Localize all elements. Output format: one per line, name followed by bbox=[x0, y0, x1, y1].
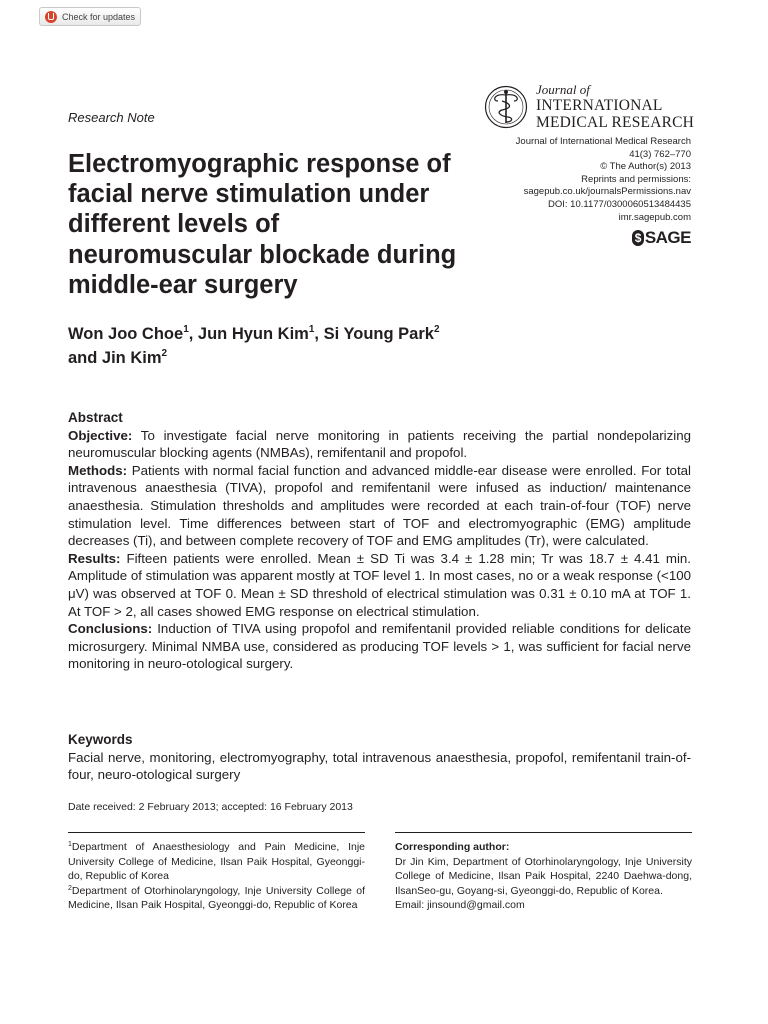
author-name[interactable]: Jun Hyun Kim bbox=[197, 325, 309, 343]
crossmark-icon bbox=[45, 11, 57, 23]
abstract-heading: Abstract bbox=[68, 410, 123, 425]
publication-info bbox=[516, 136, 691, 224]
volume-pages: 41(3) 762–770 bbox=[629, 148, 691, 160]
abstract-conclusions bbox=[68, 620, 691, 673]
abstract-label: Methods: bbox=[68, 462, 128, 478]
copyright: © The Author(s) 2013 bbox=[600, 161, 691, 173]
author-separator: , bbox=[188, 325, 198, 343]
author-affiliation-mark: 1 bbox=[308, 324, 315, 335]
publisher-name: SAGE bbox=[644, 228, 691, 247]
affiliation-item bbox=[68, 884, 365, 913]
author-name[interactable]: Jin Kim bbox=[101, 349, 162, 367]
affiliation-text: Department of Otorhinolaryngology, Inje University College of Medicine, Ilsan Paik Hospital, Gyeonggi-do, Republic of Korea bbox=[68, 884, 365, 912]
keywords-heading: Keywords bbox=[68, 732, 133, 747]
corresponding-rule bbox=[395, 832, 692, 833]
caduceus-emblem-icon bbox=[484, 85, 528, 129]
author-affiliation-mark: 2 bbox=[433, 324, 440, 335]
journal-site-link[interactable]: imr.sagepub.com bbox=[618, 211, 691, 223]
affiliation-number: 1 bbox=[68, 841, 72, 848]
author-affiliation-mark: 1 bbox=[183, 324, 189, 335]
abstract bbox=[68, 409, 691, 673]
abstract-label: Results: bbox=[68, 550, 121, 566]
article-title: Electromyographic response of facial nerve stimulation under different levels of neuromuscular blockade during middle-ear surgery bbox=[68, 150, 457, 299]
abstract-text: Induction of TIVA using propofol and remifentanil provided reliable conditions for delicate microsurgery. Minimal NMBA use, considered as producing TOF levels > 1, was sufficient for facial nerve monitoring in neuro-otological surgery. bbox=[68, 621, 691, 672]
abstract-text: Fifteen patients were enrolled. Mean ± SD Ti was 3.4 ± 1.28 min; Tr was 18.7 ± 4.41 min. Amplitude of stimulation was apparent mostly at TOF level 1. In most cases, no or a weak response (<100 μV) was observed at TOF 0. Mean ± SD threshold of electrical stimulation was 0.31 ± 0.10 mA at TOF 1. At TOF > 2, all cases showed EMG response on electrical stimulation. bbox=[68, 550, 691, 619]
abstract-label: Conclusions: bbox=[68, 621, 153, 637]
reprints-label: Reprints and permissions: bbox=[581, 173, 691, 185]
check-for-updates-label: Check for updates bbox=[62, 11, 136, 22]
journal-logo bbox=[484, 82, 694, 134]
author-name[interactable]: Si Young Park bbox=[323, 325, 434, 343]
corresponding-author bbox=[395, 840, 692, 913]
abstract-text: Patients with normal facial function and advanced middle-ear disease were enrolled. For total intravenous anaesthesia (TIVA), propofol and remifentanil were infused as induction/ maintenance anaesthesia. Stimulation thresholds and amplitudes were recorded at each train-of-four (TOF) nerve stimulation level. Time differences between start of TOF and electromyographic (EMG) amplitude decreases (Ti), and between complete recovery of TOF and EMG amplitudes (Tr), were calculated. bbox=[68, 462, 691, 549]
affiliations-rule bbox=[68, 832, 365, 833]
keywords-text: Facial nerve, monitoring, electromyography, total intravenous anaesthesia, propofol, remifentanil train-of-four, neuro-otological surgery bbox=[68, 749, 691, 783]
journal-logo-line2: INTERNATIONAL bbox=[536, 97, 663, 114]
journal-logo-line1: Journal of bbox=[536, 82, 590, 97]
doi[interactable]: DOI: 10.1177/0300060513484435 bbox=[548, 198, 691, 210]
abstract-results bbox=[68, 550, 691, 620]
author-affiliation-mark: 2 bbox=[161, 348, 168, 359]
sage-logo bbox=[632, 228, 691, 248]
corresponding-heading: Corresponding author: bbox=[395, 841, 510, 853]
author-name[interactable]: Won Joo Choe bbox=[68, 325, 184, 343]
journal-logo-line3: MEDICAL RESEARCH bbox=[536, 114, 695, 131]
author-list bbox=[68, 322, 548, 370]
author-separator: , bbox=[314, 325, 324, 343]
abstract-label: Objective: bbox=[68, 427, 133, 443]
corresponding-address: Dr Jin Kim, Department of Otorhinolaryngology, Inje University College of Medicine, Ilsan Paik Hospital, 2240 Daehwa-dong, IlsanSeo-gu, Goyang-si, Gyeonggi-do, Republic of Korea. bbox=[395, 855, 692, 897]
affiliation-item bbox=[68, 840, 365, 884]
abstract-text: To investigate facial nerve monitoring in patients receiving the partial nondepolarizing neuromuscular blocking agents (NMBAs), remifentanil and propofol. bbox=[68, 427, 691, 461]
abstract-objective bbox=[68, 427, 691, 462]
check-for-updates-button[interactable] bbox=[39, 7, 141, 26]
affiliations bbox=[68, 840, 365, 913]
journal-name: Journal of International Medical Research bbox=[515, 136, 691, 147]
reprints-link[interactable]: sagepub.co.uk/journalsPermissions.nav bbox=[523, 186, 691, 198]
author-separator: and bbox=[68, 349, 102, 367]
affiliation-text: Department of Anaesthesiology and Pain Medicine, Inje University College of Medicine, Ilsan Paik Hospital, Gyeonggi-do, Republic of Korea bbox=[68, 841, 365, 883]
keywords bbox=[68, 731, 691, 784]
affiliation-number: 2 bbox=[68, 884, 72, 892]
corresponding-email[interactable]: Email: jinsound@gmail.com bbox=[395, 899, 525, 912]
abstract-methods bbox=[68, 462, 691, 550]
sage-s-icon: $ bbox=[632, 230, 644, 246]
date-received: Date received: 2 February 2013; accepted: 16 February 2013 bbox=[68, 801, 353, 813]
article-type-label: Research Note bbox=[68, 110, 155, 125]
